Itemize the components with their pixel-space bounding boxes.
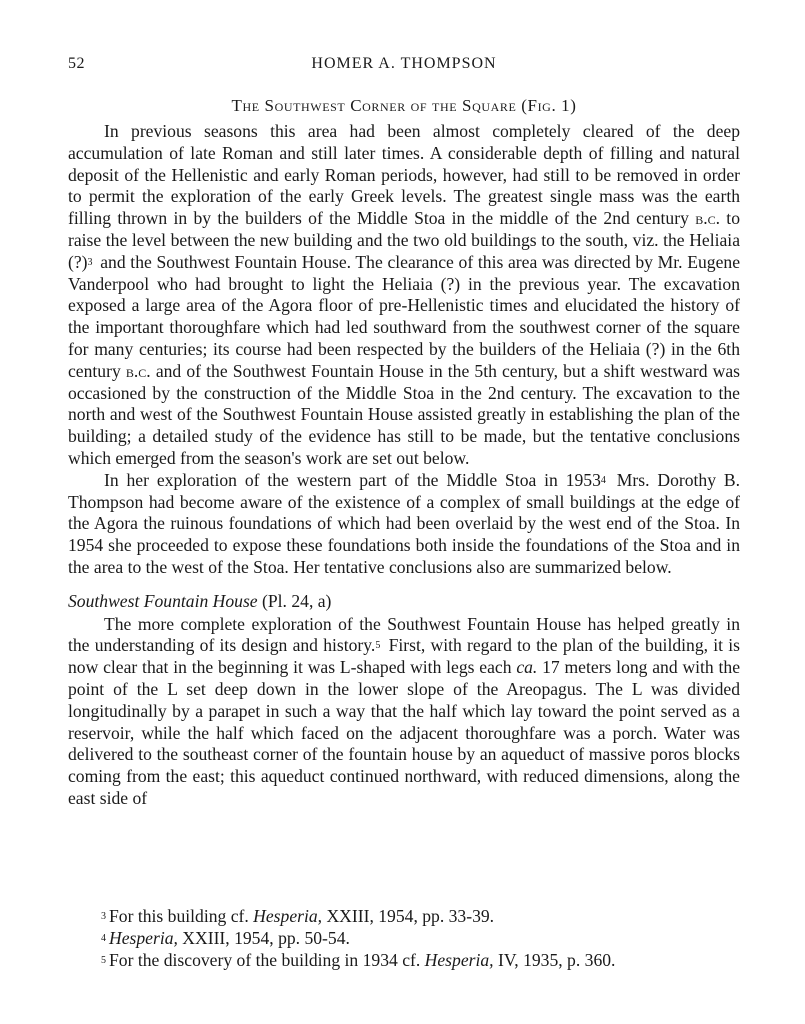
subsection-title: Southwest Fountain House xyxy=(68,590,258,611)
era-abbreviation: b.c. xyxy=(125,360,151,381)
footnote-number: 4 xyxy=(101,932,106,944)
page-number: 52 xyxy=(68,55,85,72)
abbreviation: ca. xyxy=(516,657,538,678)
footnote-text: For the discovery of the building in 1934 cf. xyxy=(109,949,425,970)
footnotes xyxy=(101,906,741,971)
footnote xyxy=(101,906,741,928)
era-abbreviation: b.c. xyxy=(695,208,720,229)
footnote-text: XXIII, 1954, pp. 50-54. xyxy=(177,927,350,948)
subsection-heading xyxy=(68,591,740,613)
paragraph-text: 17 meters long and with the point of the L set deep down in the lower slope of the Areopagus. The L was divided longitudinally by a parapet in such a way that the half which lay toward the point served as a reservoir, while the half which faced on the adjacent thoroughfare was a porch. Water was delivered to the southeast corner of the fountain house by an aqueduct of massive poros blocks coming from the east; this aqueduct continued northward, with reduced dimensions, along the east side of xyxy=(68,657,741,808)
running-head xyxy=(68,55,740,79)
journal-title: Hesperia, xyxy=(424,949,494,970)
footnote xyxy=(101,928,741,950)
subsection-plate-ref: (Pl. 24, a) xyxy=(257,590,332,611)
journal-title: Hesperia, xyxy=(109,927,178,948)
paragraph-text: and of the Southwest Fountain House in the 5th century, but a shift westward was occasioned by the construction of the Middle Stoa in the 2nd century. The excavation to the north and west of the Southwest Fountain House assisted greatly in establishing the plan of the building; a detailed study of the evidence has still to be made, but the tentative conclusions which emerged from the season's work are set out below. xyxy=(68,360,740,468)
footnote-number: 5 xyxy=(101,954,106,966)
footnote-ref: 4 xyxy=(600,474,606,486)
footnote xyxy=(101,950,741,972)
footnote-ref: 3 xyxy=(87,256,93,268)
paragraph-text: In previous seasons this area had been almost completely cleared of the deep accumulation of late Roman and still later times. A considerable depth of filling and natural deposit of the Hellenistic and early Roman periods, however, had still to be removed in order to permit the exploration of the early Greek levels. The greatest single mass was the earth filling thrown in by the builders of the Middle Stoa in the middle of the 2nd century xyxy=(68,121,740,229)
footnote-text: IV, 1935, p. 360. xyxy=(493,949,616,970)
running-head-author: HOMER A. THOMPSON xyxy=(311,55,497,72)
paragraph-text: The more complete exploration of the Southwest Fountain House has helped greatly in the understanding of its design and history. xyxy=(68,613,740,656)
article-body xyxy=(68,96,740,810)
footnote-number: 3 xyxy=(101,911,106,922)
journal-title: Hesperia, xyxy=(253,906,323,926)
footnote-text: XXIII, 1954, pp. 33-39. xyxy=(322,906,495,926)
paragraph-text: First, with regard to the plan of the building, it is now clear that in the beginning it was L-shaped with legs each xyxy=(68,635,740,678)
footnote-text: For this building cf. xyxy=(109,906,254,926)
paragraph xyxy=(68,121,740,470)
paragraph xyxy=(68,614,740,810)
paragraph-text: and the Southwest Fountain House. The clearance of this area was directed by Mr. Eugene Vanderpool who had brought to light the Heliaia (?) in the previous year. The excavation exposed a large area of the Agora floor of pre-Hellenistic times and elucidated the history of the important thoroughfare which had led southward from the southwest corner of the square for many centuries; its course had been respected by the builders of the Heliaia (?) in the 6th century xyxy=(68,251,740,381)
section-title: The Southwest Corner of the Square (Fig. 1) xyxy=(231,96,577,115)
paragraph-text: In her exploration of the western part of the Middle Stoa in 1953 xyxy=(104,469,601,490)
paragraph xyxy=(68,470,740,579)
paragraph-text: to raise the level between the new building and the two old buildings to the south, viz. the Heliaia (?) xyxy=(68,208,740,272)
footnote-ref: 5 xyxy=(375,640,381,652)
paragraph-text: Mrs. Dorothy B. Thompson had become aware of the existence of a complex of small buildings at the edge of the Agora the ruinous foundations of which had been overlaid by the west end of the Stoa. In 1954 she proceeded to expose these foundations both inside the foundations of the Stoa and in the area to the west of the Stoa. Her tentative conclusions also are summarized below. xyxy=(68,469,741,577)
